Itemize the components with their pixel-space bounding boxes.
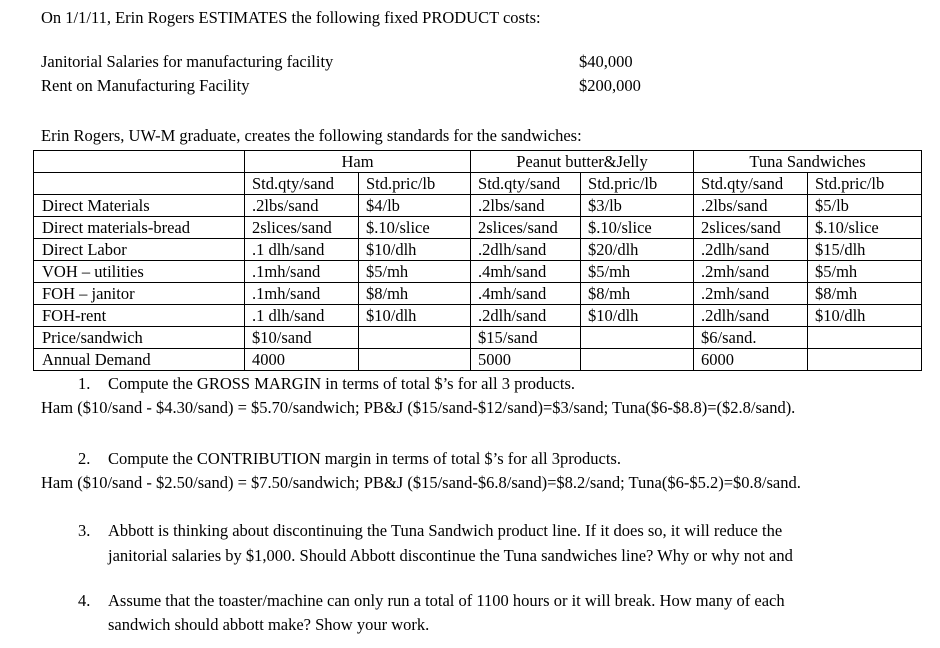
table-cell: 5000: [471, 349, 581, 371]
fixed-cost-amount: $40,000: [579, 52, 633, 71]
table-cell: .1mh/sand: [245, 283, 359, 305]
table-cell: .2dlh/sand: [471, 239, 581, 261]
table-row: [34, 261, 922, 283]
table-cell: $3/lb: [581, 195, 694, 217]
product-header: Peanut butter&Jelly: [471, 151, 694, 173]
table-cell: 2slices/sand: [694, 217, 808, 239]
table-cell: .2lbs/sand: [471, 195, 581, 217]
table-cell: $.10/slice: [359, 217, 471, 239]
question-text: Compute the GROSS MARGIN in terms of total $’s for all 3 products.: [108, 374, 576, 393]
table-cell: .2dlh/sand: [694, 305, 808, 327]
row-label: Direct Materials: [34, 195, 245, 217]
question-text: Assume that the toaster/machine can only run a total of 1100 hours or it will break. How many of each: [108, 591, 785, 610]
question-text: Compute the CONTRIBUTION margin in terms of total $’s for all 3products.: [108, 449, 621, 468]
row-label: FOH-rent: [34, 305, 245, 327]
table-row: [34, 283, 922, 305]
table-cell: $4/lb: [359, 195, 471, 217]
row-label: Direct Labor: [34, 239, 245, 261]
question-1: [78, 373, 575, 395]
table-cell: .2lbs/sand: [694, 195, 808, 217]
product-header-row: [34, 151, 922, 173]
column-subheader: Std.qty/sand: [471, 173, 581, 195]
row-label: VOH – utilities: [34, 261, 245, 283]
table-cell: .1 dlh/sand: [245, 239, 359, 261]
table-cell: $20/dlh: [581, 239, 694, 261]
table-cell: .2mh/sand: [694, 283, 808, 305]
question-number: 2.: [78, 449, 91, 468]
question-3: [78, 520, 782, 542]
table-cell: .2mh/sand: [694, 261, 808, 283]
product-header: Ham: [245, 151, 471, 173]
fixed-cost-amount: $200,000: [579, 76, 641, 95]
table-cell: [808, 349, 922, 371]
question-2: [78, 448, 621, 470]
table-row: [34, 195, 922, 217]
row-label: Price/sandwich: [34, 327, 245, 349]
column-subheader: Std.pric/lb: [581, 173, 694, 195]
table-row: [34, 217, 922, 239]
row-label: Direct materials-bread: [34, 217, 245, 239]
table-row: [34, 349, 922, 371]
table-cell: $10/dlh: [581, 305, 694, 327]
fixed-cost-label: Rent on Manufacturing Facility: [41, 76, 250, 95]
question-number: 1.: [78, 374, 91, 393]
subheader-row: [34, 173, 922, 195]
table-row: [34, 327, 922, 349]
answer-2: Ham ($10/sand - $2.50/sand) = $7.50/sandwich; PB&J ($15/sand-$6.8/sand)=$8.2/sand; Tuna($6-$5.2)=$0.8/sand.: [41, 473, 801, 492]
table-cell: [359, 327, 471, 349]
header-corner: [34, 151, 245, 173]
question-number: 3.: [78, 521, 91, 540]
row-label: FOH – janitor: [34, 283, 245, 305]
table-cell: $.10/slice: [808, 217, 922, 239]
table-cell: $8/mh: [581, 283, 694, 305]
table-cell: [581, 349, 694, 371]
table-cell: $8/mh: [808, 283, 922, 305]
table-cell: $.10/slice: [581, 217, 694, 239]
table-cell: [359, 349, 471, 371]
table-cell: $10/dlh: [808, 305, 922, 327]
table-cell: $15/dlh: [808, 239, 922, 261]
question-text: Abbott is thinking about discontinuing the Tuna Sandwich product line. If it does so, it will reduce the: [108, 521, 783, 540]
subheader-corner: [34, 173, 245, 195]
question-4: [78, 590, 785, 612]
standards-table: [33, 150, 922, 371]
table-cell: [808, 327, 922, 349]
table-cell: $6/sand.: [694, 327, 808, 349]
table-cell: $5/mh: [359, 261, 471, 283]
table-cell: .1mh/sand: [245, 261, 359, 283]
question-number: 4.: [78, 591, 91, 610]
table-cell: $8/mh: [359, 283, 471, 305]
table-cell: $10/dlh: [359, 239, 471, 261]
standards-intro: Erin Rogers, UW-M graduate, creates the following standards for the sandwiches:: [41, 126, 582, 145]
table-cell: .1 dlh/sand: [245, 305, 359, 327]
row-label: Annual Demand: [34, 349, 245, 371]
column-subheader: Std.pric/lb: [808, 173, 922, 195]
table-cell: [581, 327, 694, 349]
table-cell: $10/dlh: [359, 305, 471, 327]
column-subheader: Std.pric/lb: [359, 173, 471, 195]
table-cell: $15/sand: [471, 327, 581, 349]
column-subheader: Std.qty/sand: [245, 173, 359, 195]
table-cell: .2dlh/sand: [694, 239, 808, 261]
table-cell: $5/mh: [808, 261, 922, 283]
table-row: [34, 305, 922, 327]
question-text-continued: janitorial salaries by $1,000. Should Abbott discontinue the Tuna sandwiches line? Why or why not and: [108, 546, 793, 565]
table-cell: .4mh/sand: [471, 283, 581, 305]
column-subheader: Std.qty/sand: [694, 173, 808, 195]
answer-1: Ham ($10/sand - $4.30/sand) = $5.70/sandwich; PB&J ($15/sand-$12/sand)=$3/sand; Tuna($6-$8.8)=($2.8/sand).: [41, 398, 796, 417]
fixed-cost-label: Janitorial Salaries for manufacturing facility: [41, 52, 334, 71]
table-cell: .2dlh/sand: [471, 305, 581, 327]
table-cell: 6000: [694, 349, 808, 371]
table-cell: 4000: [245, 349, 359, 371]
table-cell: .2lbs/sand: [245, 195, 359, 217]
table-row: [34, 239, 922, 261]
table-cell: .4mh/sand: [471, 261, 581, 283]
intro-text: On 1/1/11, Erin Rogers ESTIMATES the following fixed PRODUCT costs:: [41, 8, 541, 27]
table-cell: 2slices/sand: [471, 217, 581, 239]
table-cell: $5/mh: [581, 261, 694, 283]
product-header: Tuna Sandwiches: [694, 151, 922, 173]
table-cell: 2slices/sand: [245, 217, 359, 239]
question-text-continued: sandwich should abbott make? Show your work.: [108, 615, 430, 634]
table-cell: $10/sand: [245, 327, 359, 349]
table-cell: $5/lb: [808, 195, 922, 217]
